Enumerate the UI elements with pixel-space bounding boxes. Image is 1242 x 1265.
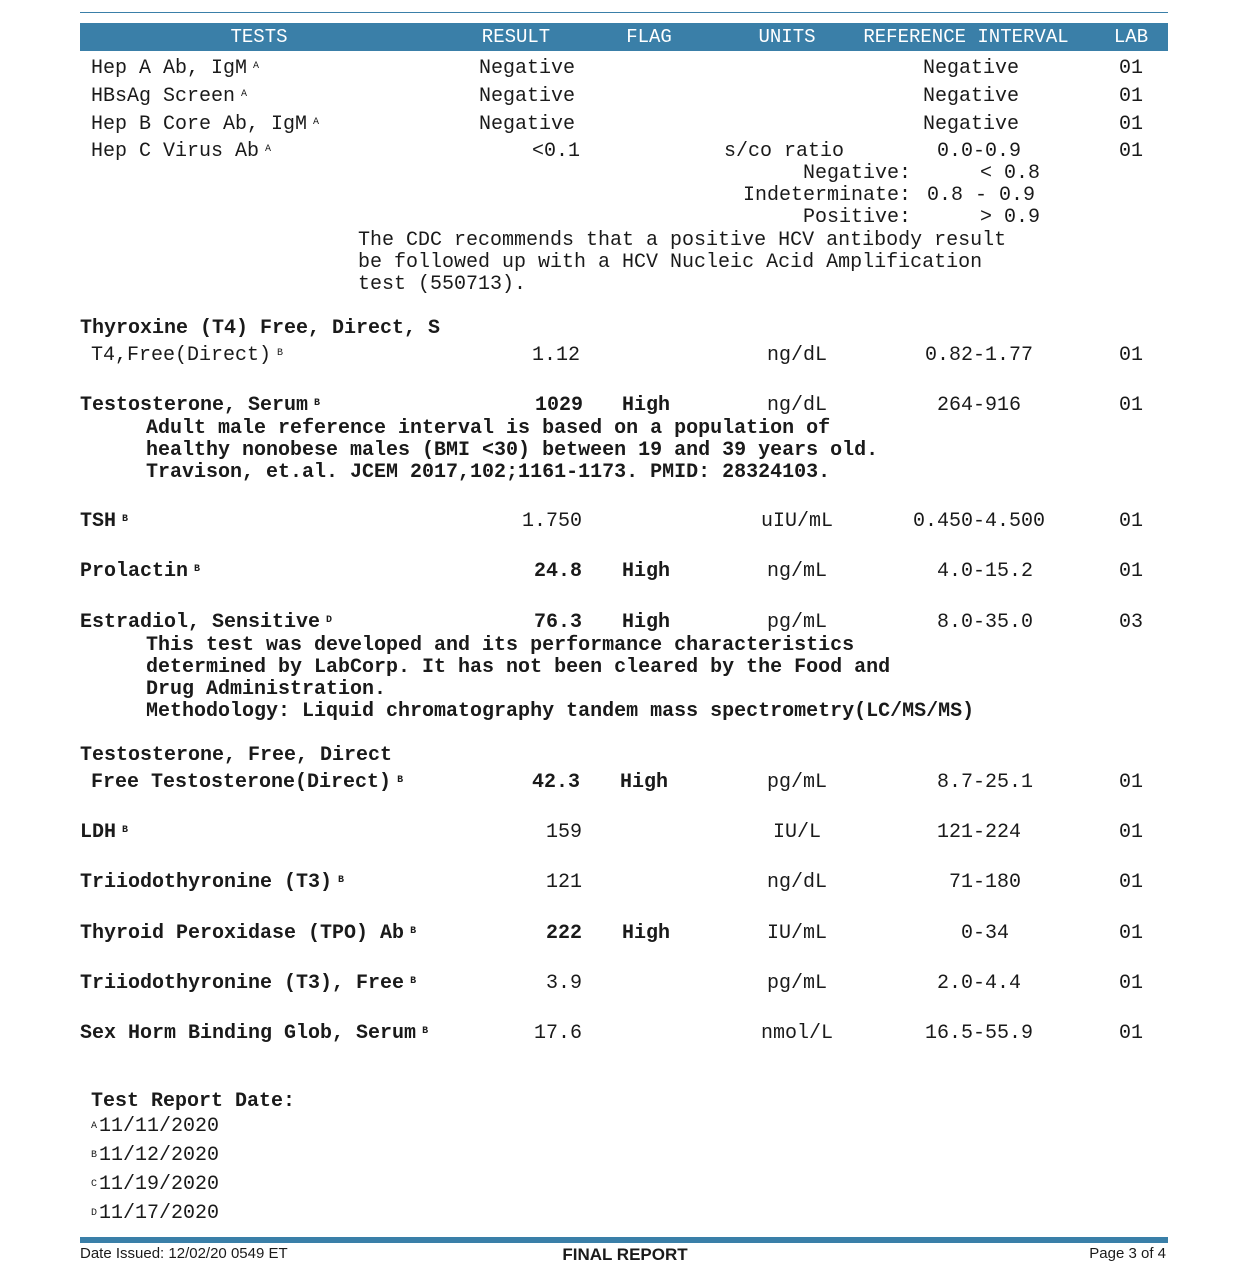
test-reference: 0.450-4.500 — [912, 510, 1046, 533]
test-name: Prolactin $^B$ — [80, 560, 201, 583]
test-name: T4,Free(Direct) $^B$ — [91, 344, 284, 367]
test-units: ng/dL — [766, 344, 828, 367]
comment-line: test (550713). — [358, 273, 527, 296]
test-flag: High — [622, 394, 671, 417]
interp-value: 0.8 - 0.9 — [927, 184, 1036, 207]
report-date-item: $^B$ 11/12/2020 — [91, 1144, 220, 1167]
test-lab: 01 — [1118, 510, 1144, 533]
test-lab: 01 — [1118, 972, 1144, 995]
test-name: TSH $^B$ — [80, 510, 129, 533]
group-title-free-testosterone: Testosterone, Free, Direct — [80, 744, 393, 767]
comment-line: Drug Administration. — [146, 678, 387, 701]
test-reference: 8.7-25.1 — [936, 771, 1034, 794]
test-units: pg/mL — [766, 771, 828, 794]
test-result: <0.1 — [531, 140, 580, 163]
interp-value: > 0.9 — [980, 206, 1041, 229]
test-reference: 2.0-4.4 — [936, 972, 1022, 995]
comment-line: determined by LabCorp. It has not been cleared by the Food and — [146, 656, 891, 679]
test-lab: 01 — [1118, 1022, 1144, 1045]
test-name: Free Testosterone(Direct) $^B$ — [91, 771, 404, 794]
interp-label: Positive: — [802, 206, 911, 229]
report-date-label: Test Report Date: — [91, 1090, 296, 1113]
test-reference: 264-916 — [936, 394, 1022, 417]
test-lab: 01 — [1118, 113, 1144, 136]
test-reference: 8.0-35.0 — [936, 611, 1034, 634]
test-reference: 4.0-15.2 — [936, 560, 1034, 583]
header-flag: FLAG — [626, 26, 672, 48]
final-report-label: FINAL REPORT — [562, 1245, 688, 1264]
test-name: HBsAg Screen $^A$ — [91, 85, 248, 108]
test-lab: 01 — [1118, 140, 1144, 163]
test-name: Triiodothyronine (T3) $^B$ — [80, 871, 345, 894]
test-result: 1029 — [534, 394, 583, 417]
test-lab: 01 — [1118, 85, 1144, 108]
interp-value: < 0.8 — [980, 162, 1041, 185]
test-result: Negative — [478, 113, 576, 136]
comment-line: The CDC recommends that a positive HCV antibody result — [358, 229, 1007, 252]
test-lab: 01 — [1118, 922, 1144, 945]
comment-line: be followed up with a HCV Nucleic Acid Amplification — [358, 251, 983, 274]
test-units: s/co ratio — [723, 140, 845, 163]
test-lab: 01 — [1118, 394, 1144, 417]
test-units: IU/L — [772, 821, 822, 844]
test-name: Hep A Ab, IgM $^A$ — [91, 57, 260, 80]
test-units: ng/mL — [766, 560, 828, 583]
test-name: LDH $^B$ — [80, 821, 129, 844]
test-lab: 01 — [1118, 771, 1144, 794]
test-result: 1.12 — [531, 344, 580, 367]
test-units: IU/mL — [766, 922, 828, 945]
test-reference: 0-34 — [960, 922, 1010, 945]
test-name: Testosterone, Serum $^B$ — [80, 394, 321, 417]
date-issued: Date Issued: 12/02/20 0549 ET — [80, 1245, 288, 1262]
test-flag: High — [620, 771, 669, 794]
test-name: Thyroid Peroxidase (TPO) Ab $^B$ — [80, 922, 417, 945]
table-header — [80, 23, 1168, 51]
group-title-t4: Thyroxine (T4) Free, Direct, S — [80, 317, 441, 340]
test-reference: Negative — [922, 113, 1020, 136]
test-units: pg/mL — [766, 972, 828, 995]
comment-line: This test was developed and its performance characteristics — [146, 634, 855, 657]
comment-line: Adult male reference interval is based on a population of — [146, 417, 831, 440]
header-lab: LAB — [1113, 26, 1149, 48]
comment-line: Methodology: Liquid chromatography tandem mass spectrometry(LC/MS/MS) — [146, 700, 975, 723]
test-result: 76.3 — [533, 611, 582, 634]
test-units: pg/mL — [766, 611, 828, 634]
test-name: Hep B Core Ab, IgM $^A$ — [91, 113, 320, 136]
test-result: 121 — [545, 871, 582, 894]
test-flag: High — [622, 611, 671, 634]
test-result: 24.8 — [533, 560, 582, 583]
test-units: uIU/mL — [760, 510, 834, 533]
test-lab: 01 — [1118, 344, 1144, 367]
interp-label: Negative: — [802, 162, 911, 185]
test-flag: High — [622, 560, 671, 583]
test-reference: 121-224 — [936, 821, 1022, 844]
comment-line: healthy nonobese males (BMI <30) between 19 and 39 years old. — [146, 439, 879, 462]
test-result: 1.750 — [521, 510, 582, 533]
top-rule — [80, 12, 1168, 13]
header-reference: REFERENCE INTERVAL — [863, 26, 1069, 48]
test-reference: 0.82-1.77 — [924, 344, 1034, 367]
test-reference: Negative — [922, 85, 1020, 108]
test-name: Estradiol, Sensitive $^D$ — [80, 611, 333, 634]
test-lab: 01 — [1118, 871, 1144, 894]
test-lab: 01 — [1118, 821, 1144, 844]
test-lab: 01 — [1118, 560, 1144, 583]
test-flag: High — [622, 922, 671, 945]
test-result: 222 — [545, 922, 582, 945]
test-reference: 71-180 — [948, 871, 1022, 894]
report-date-item: $^A$ 11/11/2020 — [91, 1115, 220, 1138]
test-units: ng/dL — [766, 394, 828, 417]
report-date-item: $^D$ 11/17/2020 — [91, 1202, 220, 1225]
header-tests: TESTS — [230, 26, 288, 48]
footer-rule — [80, 1237, 1168, 1243]
test-name: Hep C Virus Ab $^A$ — [91, 140, 272, 163]
test-result: Negative — [478, 57, 576, 80]
header-units: UNITS — [758, 26, 816, 48]
test-result: 3.9 — [545, 972, 582, 995]
test-units: ng/dL — [766, 871, 828, 894]
test-units: nmol/L — [760, 1022, 834, 1045]
test-name: Triiodothyronine (T3), Free $^B$ — [80, 972, 417, 995]
test-result: 17.6 — [533, 1022, 582, 1045]
test-lab: 03 — [1118, 611, 1144, 634]
test-result: Negative — [478, 85, 576, 108]
test-lab: 01 — [1118, 57, 1144, 80]
test-reference: 16.5-55.9 — [924, 1022, 1034, 1045]
page-number: Page 3 of 4 — [1089, 1245, 1166, 1262]
interp-label: Indeterminate: — [742, 184, 911, 207]
test-name: Sex Horm Binding Glob, Serum $^B$ — [80, 1022, 429, 1045]
comment-line: Travison, et.al. JCEM 2017,102;1161-1173. PMID: 28324103. — [146, 461, 831, 484]
report-date-item: $^C$ 11/19/2020 — [91, 1173, 220, 1196]
test-reference: 0.0-0.9 — [936, 140, 1022, 163]
test-result: 159 — [545, 821, 582, 844]
test-reference: Negative — [922, 57, 1020, 80]
header-result: RESULT — [481, 26, 551, 48]
test-result: 42.3 — [531, 771, 580, 794]
